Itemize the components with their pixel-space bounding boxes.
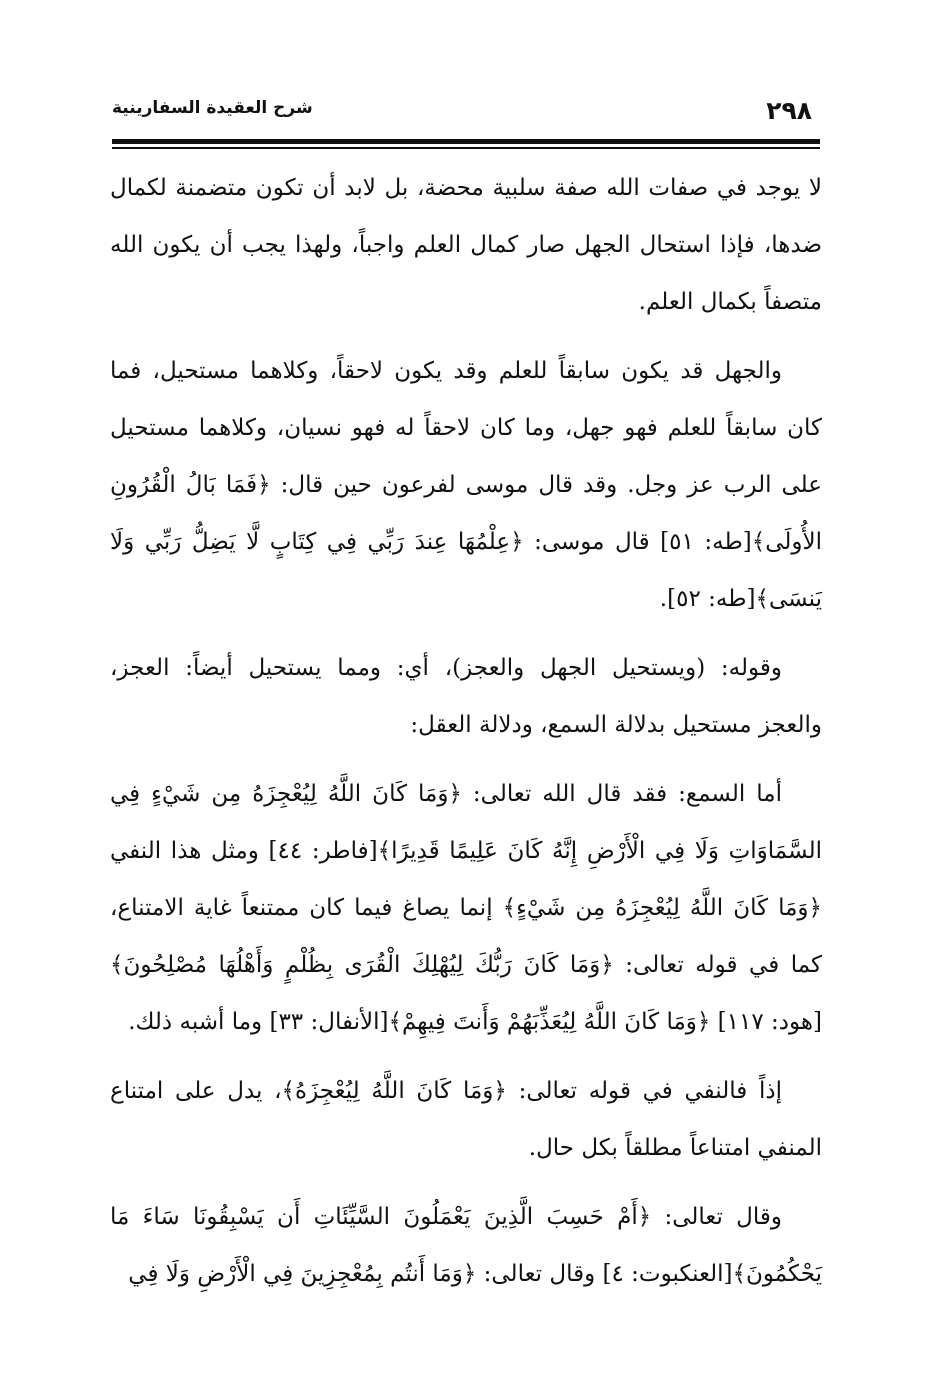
page-header [112,96,820,136]
page-number: ٢٩٨ [766,96,812,125]
paragraph-2: والجهل قد يكون سابقاً للعلم وقد يكون لاحقاً، وكلاهما مستحيل، فما كان سابقاً للعلم فهو جهل، وما كان لاحقاً له فهو نسيان، وكلاهما مستحيل على الرب عز وجل. وقد قال موسى لفرعون حين قال: ﴿فَمَا بَالُ الْقُرُونِ الأُولَى﴾[طه: ٥١] قال موسى: ﴿عِلْمُهَا عِندَ رَبِّي فِي كِتَابٍ لَّا يَضِلُّ رَبِّي وَلَا يَنسَى﴾[طه: ٥٢]. [110,358,822,612]
paragraph-6: وقال تعالى: ﴿أَمْ حَسِبَ الَّذِينَ يَعْمَلُونَ السَّيِّئَاتِ أَن يَسْبِقُونَا سَاءَ مَا يَحْكُمُونَ﴾[العنكبوت: ٤] وقال تعالى: ﴿وَمَا أَنتُم بِمُعْجِزِينَ فِي الْأَرْضِ وَلَا فِي [110,1204,822,1287]
paragraph-5: إذاً فالنفي في قوله تعالى: ﴿وَمَا كَانَ اللَّهُ لِيُعْجِزَهُ﴾، يدل على امتناع المنفي امتناعاً مطلقاً بكل حال. [110,1078,822,1161]
paragraph-1: لا يوجد في صفات الله صفة سلبية محضة، بل لابد أن تكون متضمنة لكمال ضدها، فإذا استحال الجهل صار كمال العلم واجباً، ولهذا يجب أن يكون الله متصفاً بكمال العلم. [110,175,822,315]
body-text [110,160,822,1315]
header-rule-thick [112,139,820,144]
running-title: شرح العقيدة السفارينية [112,98,313,118]
paragraph-4: أما السمع: فقد قال الله تعالى: ﴿وَمَا كَانَ اللَّهُ لِيُعْجِزَهُ مِن شَيْءٍ فِي السَّمَاوَاتِ وَلَا فِي الْأَرْضِ إِنَّهُ كَانَ عَلِيمًا قَدِيرًا﴾[فاطر: ٤٤] ومثل هذا النفي ﴿وَمَا كَانَ اللَّهُ لِيُعْجِزَهُ مِن شَيْءٍ﴾ إنما يصاغ فيما كان ممتنعاً غاية الامتناع، كما في قوله تعالى: ﴿وَمَا كَانَ رَبُّكَ لِيُهْلِكَ الْقُرَى بِظُلْمٍ وَأَهْلُهَا مُصْلِحُونَ﴾[هود: ١١٧] ﴿وَمَا كَانَ اللَّهُ لِيُعَذِّبَهُمْ وَأَنتَ فِيهِمْ﴾[الأنفال: ٣٣] وما أشبه ذلك. [110,781,822,1035]
paragraph-3: وقوله: (ويستحيل الجهل والعجز)، أي: ومما يستحيل أيضاً: العجز، والعجز مستحيل بدلالة السمع، ودلالة العقل: [110,655,822,738]
header-rule-thin [112,147,820,149]
